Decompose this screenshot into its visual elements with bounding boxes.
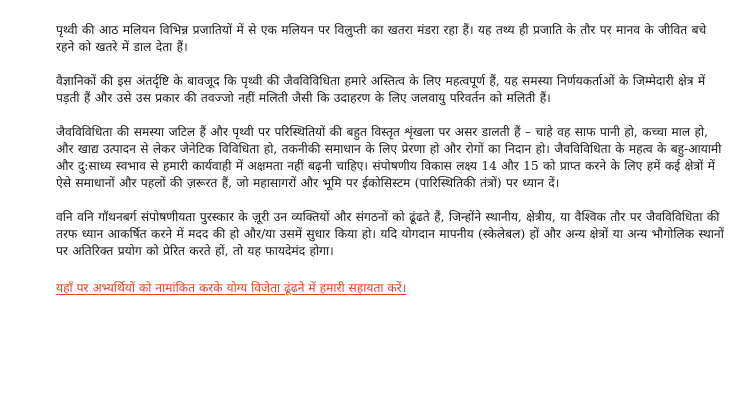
nominate-link[interactable]: यहाँ पर अभ्यर्थियों को नामांकित करके योग्य विजेता ढूंढने में हमारी सहायता करें। [56, 281, 407, 295]
paragraph-3: जैवविविधिता की समस्या जटिल हैं और पृथ्वी पर परिस्थितियों की बहुत विस्तृत शृंखला पर असर डालती हैं – चाहे वह साफ पानी हो, कच्चा माल हो, और खाद्य उत्पादन से लेकर जेनेटिक विविधिता हो, तकनीकी समाधान के लिए प्रेरणा हो और रोगों का निदान हो। जैवविविधिता के महत्व के बहु-आयामी और दु:साध्य स्वभाव से हमारी कार्यवाही में अक्षमता नहीं बढ़नी चाहिए। संपोषणीय विकास लक्ष्य 14 और 15 को प्राप्त करने के लिए हमें कई क्षेत्रों में ऐसे समाधानों और पहलों की ज़रूरत हैं, जो महासागरों और भूमि पर ईकोसिस्टम (पारिस्थितिकी तंत्रों) पर ध्यान दें। [56, 125, 722, 190]
paragraph-2: वैज्ञानिकों की इस अंतर्दृष्टि के बावजूद कि पृथ्वी की जैवविविधिता हमारे अस्तित्व के लिए महत्वपूर्ण हैं, यह समस्या निर्णयकर्ताओं के जिम्मेदारी क्षेत्र में पड़ती हैं और उसे उस प्रकार की तवज्जो नहीं मलिती जैसी कि उदाहरण के लिए जलवायु परिवर्तन को मलिती हैं। [56, 74, 706, 105]
paragraph-4: वनि वनि गॉथनबर्ग संपोषणीयता पुरस्कार के ज़ूरी उन व्यक्तियों और संगठनों को ढूंढते हैं, जिन्होंने स्थानीय, क्षेत्रीय, या वैश्विक तौर पर जैवविविधिता की तरफ ध्यान आकर्षित करने में मदद की हो और/या उसमें सुधार किया हो। यदि योगदान मापनीय (स्केलेबल) हों और अन्य क्षेत्रों या अन्य भौगोलिक स्थानों पर अतिरिक्त प्रयोग को प्रेरित करते हों, तो यह फायदेमंद होगा। [56, 210, 724, 258]
document-body [56, 22, 726, 297]
paragraph-1: पृथ्वी की आठ मलियन विभिन्न प्रजातियों में से एक मलियन पर विलुप्ती का खतरा मंडरा रहा हैं। यह तथ्य ही प्रजाति के तौर पर मानव के जीवित बचे रहने को खतरे में डाल देता हैं। [56, 23, 707, 54]
